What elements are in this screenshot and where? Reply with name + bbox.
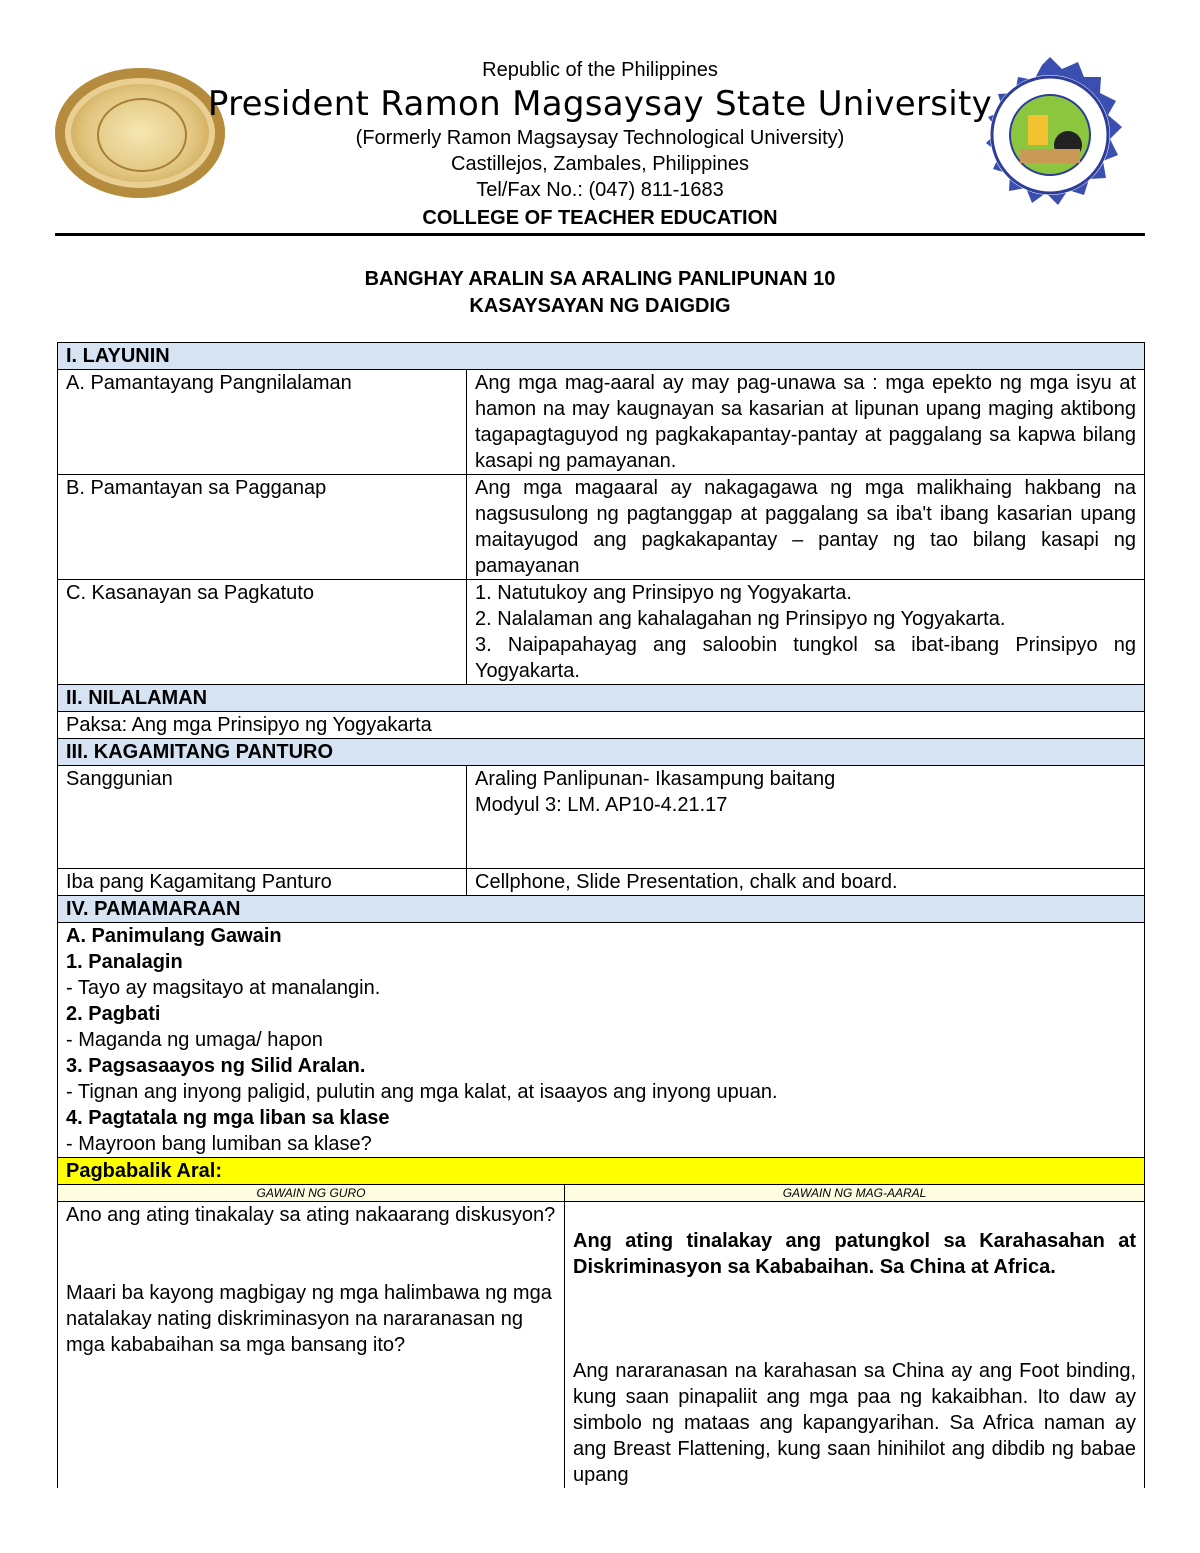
row-content-kasanayan	[467, 580, 1145, 685]
table-row	[58, 869, 1145, 896]
document-subtitle: KASAYSAYAN NG DAIGDIG	[469, 295, 731, 317]
panimulang-gawain-title: A. Panimulang Gawain	[66, 925, 282, 947]
panimulang-gawain-cell	[58, 923, 1145, 1158]
row-content-pamantayang-pangnilalaman: Ang mga mag-aaral ay may pag-unawa sa : mga epekto ng mga isyu at hamon na may kaugnayan sa kasarian at lipunan upang maging aktibong tagapagtaguyod ng pagkakapantay-pantay at paggalang sa kapwa bilang kasapi ng pamayanan.	[467, 370, 1145, 475]
step-desc: - Mayroon bang lumiban sa klase?	[66, 1133, 372, 1155]
section-header-row	[58, 896, 1145, 923]
table-row	[58, 475, 1145, 580]
gawain-guro-cell	[58, 1202, 565, 1489]
guro-question-2: Maari ba kayong magbigay ng mga halimbawa ng mga natalakay nating diskriminasyon na nararanasan ng mga kababaihan sa mga bansang ito?	[66, 1282, 552, 1356]
pagbabalik-aral-heading: Pagbabalik Aral:	[58, 1158, 1145, 1185]
section-header-row	[58, 343, 1145, 370]
sanggunian-line-2: Modyul 3: LM. AP10-4.21.17	[475, 794, 728, 816]
step-desc: - Maganda ng umaga/ hapon	[66, 1029, 323, 1051]
column-header-gawain-guro: GAWAIN NG GURO	[58, 1185, 565, 1202]
row-label-kasanayan: C. Kasanayan sa Pagkatuto	[58, 580, 467, 685]
step-title: 4. Pagtatala ng mga liban sa klase	[66, 1107, 390, 1129]
step-title: 1. Panalagin	[66, 951, 183, 973]
paksa-text: Paksa: Ang mga Prinsipyo ng Yogyakarta	[58, 712, 1145, 739]
section-header-row	[58, 739, 1145, 766]
table-row	[58, 712, 1145, 739]
table-row	[58, 1185, 1145, 1202]
step-title: 2. Pagbati	[66, 1003, 161, 1025]
list-item: 1. Natutukoy ang Prinsipyo ng Yogyakarta.	[475, 582, 852, 604]
table-row	[58, 1202, 1145, 1489]
header-address: Castillejos, Zambales, Philippines	[451, 153, 749, 175]
document-title: BANGHAY ARALIN SA ARALING PANLIPUNAN 10	[364, 268, 836, 290]
sanggunian-value	[467, 766, 1145, 869]
header-republic: Republic of the Philippines	[482, 59, 718, 81]
iba-pang-kagamitan-label: Iba pang Kagamitang Panturo	[58, 869, 467, 896]
sanggunian-label: Sanggunian	[58, 766, 467, 869]
list-item: 2. Nalalaman ang kahalagahan ng Prinsipyo ng Yogyakarta.	[475, 608, 1006, 630]
table-row	[58, 580, 1145, 685]
section-heading-kagamitan: III. KAGAMITANG PANTURO	[58, 739, 1145, 766]
magaaral-answer-1: Ang ating tinalakay ang patungkol sa Karahasahan at Diskriminasyon sa Kababaihan. Sa China at Africa.	[573, 1230, 1137, 1278]
column-header-gawain-magaaral: GAWAIN NG MAG-AARAL	[565, 1185, 1145, 1202]
row-label-pamantayan-pagganap: B. Pamantayan sa Pagganap	[58, 475, 467, 580]
section-header-row	[58, 1158, 1145, 1185]
header-formerly: (Formerly Ramon Magsaysay Technological University)	[355, 127, 845, 149]
magaaral-answer-2: Ang nararanasan na karahasan sa China ay ang Foot binding, kung saan pinapaliit ang mga paa ng kakaibhan. Ito daw ay simbolo ng mataas ang kapangyarihan. Sa Africa naman ay ang Breast Flattening, kung saan hinihilot ang dibdib ng babae upang	[573, 1360, 1137, 1486]
section-heading-layunin: I. LAYUNIN	[58, 343, 1145, 370]
table-row	[58, 766, 1145, 869]
section-heading-nilalaman: II. NILALAMAN	[58, 685, 1145, 712]
row-content-pamantayan-pagganap: Ang mga magaaral ay nakagagawa ng mga malikhaing hakbang na nagsusulong ng pagtanggap at paggalang sa iba't ibang kasarian upang maitayugod ang pagkakapantay – pantay ng tao bilang kasapi ng pamayanan	[467, 475, 1145, 580]
iba-pang-kagamitan-value: Cellphone, Slide Presentation, chalk and board.	[467, 869, 1145, 896]
step-desc: - Tignan ang inyong paligid, pulutin ang mga kalat, at isaayos ang inyong upuan.	[66, 1081, 778, 1103]
header-college: COLLEGE OF TEACHER EDUCATION	[422, 207, 778, 229]
step-title: 3. Pagsasaayos ng Silid Aralan.	[66, 1055, 366, 1077]
step-desc: - Tayo ay magsitayo at manalangin.	[66, 977, 381, 999]
header-telfax: Tel/Fax No.: (047) 811-1683	[476, 179, 724, 201]
sanggunian-line-1: Araling Panlipunan- Ikasampung baitang	[475, 768, 836, 790]
header-divider	[55, 233, 1145, 236]
lesson-plan-table	[57, 342, 1145, 1488]
guro-question-1: Ano ang ating tinakalay sa ating nakaarang diskusyon?	[66, 1204, 556, 1226]
table-row	[58, 923, 1145, 1158]
table-row	[58, 370, 1145, 475]
row-label-pamantayang-pangnilalaman: A. Pamantayang Pangnilalaman	[58, 370, 467, 475]
section-header-row	[58, 685, 1145, 712]
section-heading-pamamaraan: IV. PAMAMARAAN	[58, 896, 1145, 923]
gawain-magaaral-cell	[565, 1202, 1145, 1489]
list-item: 3. Naipapahayag ang saloobin tungkol sa ibat-ibang Prinsipyo ng Yogyakarta.	[475, 634, 1137, 682]
header-university-name: President Ramon Magsaysay State University	[207, 84, 993, 124]
